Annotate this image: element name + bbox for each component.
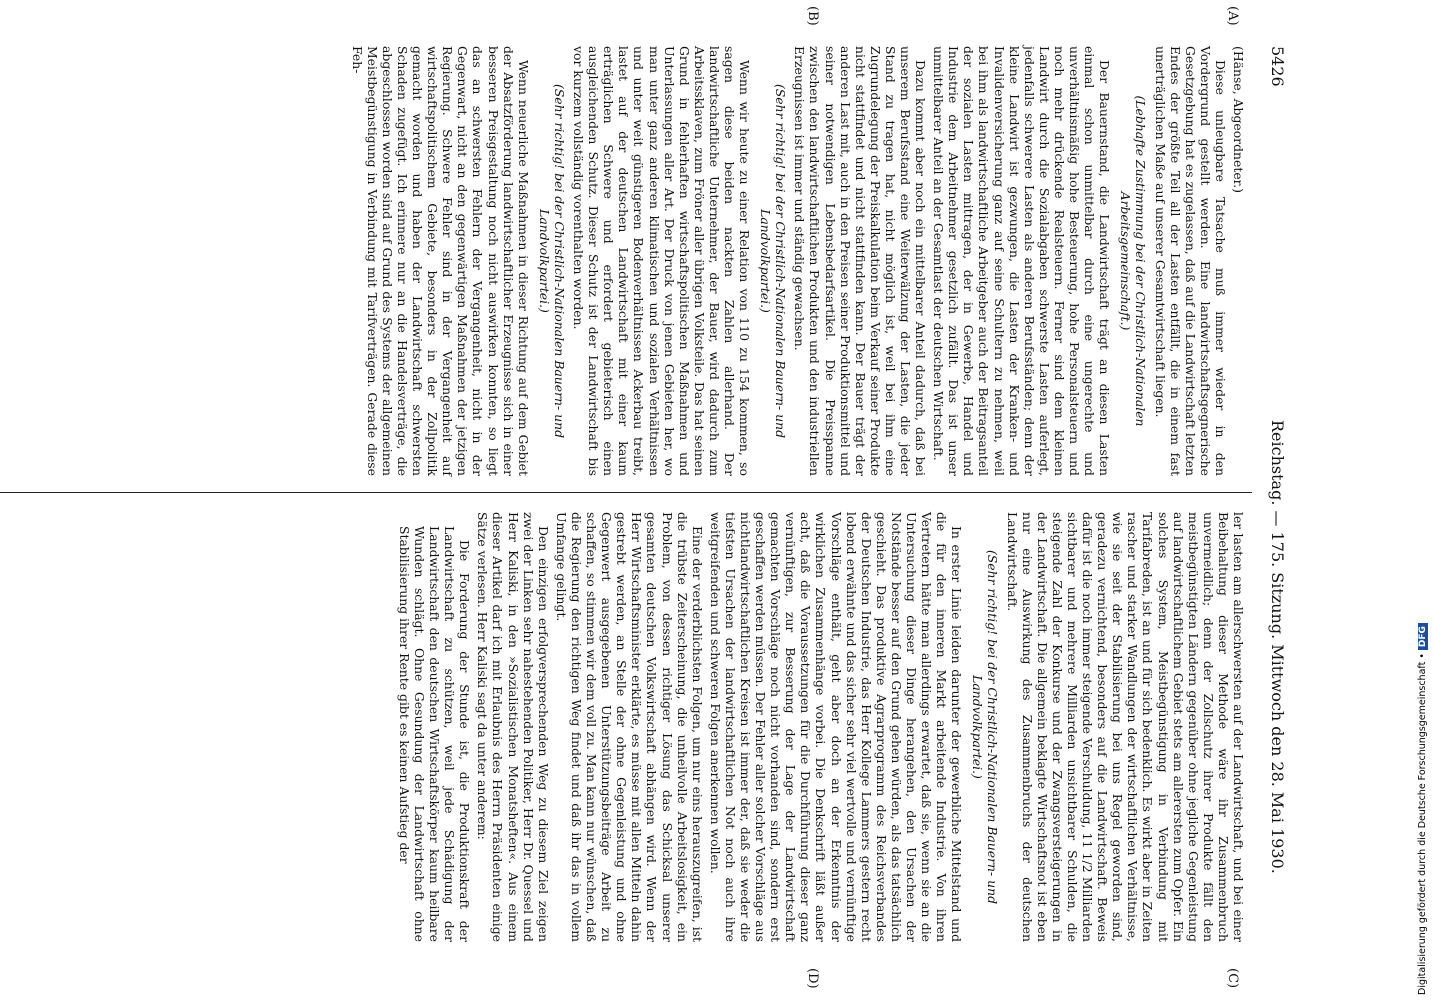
paragraph: In erster Linie leiden darunter der gewerbliche Mittelstand und die für den inneren Markt arbeitende Industrie. Von ihren Vertretern hätte man allerdings erwartet, daß sie, wenn sie an die Untersuchung dieser Dinge herangehen, den Ursachen der Notstände besser auf den Grund gehen würden, als das tatsächlich geschieht. Das produktive Agrarprogramm des Reichsverbandes der Deutschen Industrie, das Herr Kollege Lammers gestern recht lobend erwähnte und das sicher sehr viel wertvolle und vernünftige Vorschläge enthält, geht aber doch an der Erkenntnis der wirklichen Zusammenhänge vorbei. Die Denkschrift läßt außer acht, daß die Voraussetzungen für die Durchführung dieser ganz vernünftigen, zur Besserung der Lage der Landwirtschaft gemachten Vorschläge noch nicht vorhanden sind, sondern erst geschaffen werden müssen. Der Fehler aller solcher Vorschläge aus nichtlandwirtschaftlichen Kreisen ist immer der, daß sie weder die tiefsten Ursachen der landwirtschaftlichen Not noch auch ihre weitgreifenden und schweren Folgen anerkennen wollen. — [707, 512, 965, 942]
rotated-page-content — [0, 6, 1300, 989]
digitization-credit — [1417, 5, 1431, 995]
margin-marker-b: (B) — [805, 6, 820, 26]
margin-marker-a: (A) — [1225, 6, 1240, 26]
paragraph: (Hänse, Abgeordneter.) — [1231, 46, 1246, 193]
running-title: Reichstag. — 175. Sitzung. Mittwoch den 28. Mai 1930. — [1268, 420, 1288, 874]
page-number: 5426 — [1268, 46, 1288, 87]
left-column — [0, 46, 1246, 476]
paragraph: Dazu kommt aber noch ein mittelbarer Anteil dadurch, daß bei unserem Berufsstand eine Weiterwälzung der Lasten, die jeder Stand zu tragen hat, nicht möglich ist, weil bei ihm eine Zugrundelegung der Preiskalkulation beim Verkauf seiner Produkte nicht stattfindet und nicht stattfinden kann. Der Bauer trägt der anderen Last mit, auch in den Preisen seiner Produktionsmittel und seiner notwendigen Lebensbedarfsartikel. Die Preisspanne zwischen den landwirtschaftlichen Produkten und den industriellen Erzeugnissen ist immer und ständig gewachsen. — [792, 46, 929, 476]
running-header — [1256, 40, 1300, 960]
credit-text: Digitalisierung gefördert durch die Deutsche Forschungsgemeinschaft • — [1417, 653, 1428, 995]
column-divider — [0, 492, 1252, 493]
paragraph: Diese unleugbare Tatsache muß immer wieder in den Vordergrund gestellt werden. Eine landwirtschaftsgegnerische Gesetzgebung hat es zugelassen, daß auf die Landwirtschaft letzten Endes der größte Teil all der Lasten entfällt, die in einem fast unerträglichen Maße auf unserer Gesamtwirtschaft liegen. — [1152, 46, 1228, 476]
paragraph: Der Bauernstand, die Landwirtschaft trägt an diesen Lasten einmal schon unmittelbar durch eine ungerechte und unverhältnismäßig hohe Besteuerung, hohe Personalsteuern und noch mehr drückende Realsteuern. Ferner sind dem kleinen Landwirt durch die Sozialabgaben schwerste Lasten auferlegt, jedenfalls schwerere Lasten als anderen Berufsständen; denn der kleine Landwirt ist gezwungen, die Lasten der Kranken- und Invalidenversicherung ganz auf seine Schultern zu nehmen, weil bei ihm als landwirtschaftliche Arbeitgeber auch der Beitragsanteil der sozialen Lasten mittragen, der in Gewerbe, Handel und Industrie dem Arbeitnehmer gesetzlich zufällt. Das ist unser unmittelbarer Anteil an der Gesamtlast der deutschen Wirtschaft. — [931, 46, 1113, 476]
dfg-logo: DFG — [1418, 623, 1428, 650]
paragraph: Wenn wir heute zu einer Relation von 110 zu 154 kommen, so sagen diese beiden nackten Zahlen allerhand. Der landwirtschaftliche Unternehmer, der Bauer, wird dadurch zum Arbeitssklaven, zum Fröner aller übrigen Volksteile. Das hat seinen Grund in fehlerhaften wirtschaftspolitischen Maßnahmen und Unterlassungen aller Art. Der Druck von jenen Gebieten her, wo man unter ganz anderen klimatischen und sozialen Verhältnissen und unter weit günstigeren Bodenverhältnissen Ackerbau treibt, lastet auf der deutschen Landwirtschaft mit einer kaum erträglichen Schwere und erfordert gebieterisch einen ausgleichenden Schutz. Dieser Schutz ist der Landwirtschaft bis vor kurzem vollständig vorenthalten worden. — [571, 46, 753, 476]
interjection: (Lebhafte Zustimmung bei der Christlich-Nationalen Arbeitsgemeinschaft.) — [1118, 95, 1149, 427]
interjection: (Sehr richtig! bei der Christlich-Nationalen Bauern- und Landvolkpartei.) — [970, 549, 1001, 905]
margin-marker-c: (C) — [1225, 968, 1240, 989]
paragraph: ler lasten am allerschwersten auf der Landwirtschaft, und bei einer Beibehaltung dieser Methode wäre ihr Zusammenbruch unvermeidlich; denn der Zollschutz ihrer Produkte fällt den meistbegünstigten Ländern gegenüber ohne jegliche Gegenleistung auf landwirtschaftlichem Gebiet stets am allerersten zum Opfer. Ein solches System, Meistbegünstigung in Verbindung mit Tarifabreden, ist an und für sich bedenklich. Es wirkt aber in Zeiten rascher und starker Wandlungen der wirtschaftlichen Verhältnisse, wie sie seit der Stabilisierung bei uns Regel geworden sind, geradezu vernichtend, besonders auf die Landwirtschaft. Beweis dafür ist die noch immer steigende Verschuldung, 11 1/2 Milliarden sichtbarer und mehrere Milliarden unsichtbarer Schulden, die steigende Zahl der Konkurse und der Zwangsversteigerungen in der Landwirtschaft. Die allgemein beklagte Wirtschaftsnot ist eben nur eine Auswirkung des Zusammenbruchs der deutschen Landwirtschaft. — [1004, 512, 1246, 942]
margin-marker-d: (D) — [805, 968, 820, 989]
paragraph: Wenn neuerliche Maßnahmen in dieser Richtung auf dem Gebiet der Absatzförderung landwirtschaftlicher Erzeugnisse sich in einer besseren Preisgestaltung noch nicht auswirken konnten, so liegt das an schwersten Fehlern der Vergangenheit, nicht in der Gegenwart, nicht an den gegenwärtigen Maßnahmen der jetzigen Regierung. Schwere Fehler sind in der Vergangenheit auf wirtschaftspolitischem Gebiete, besonders in der Zollpolitik gemacht worden und haben der Landwirtschaft schwersten Schaden zugefügt. Ich erinnere nur an die Handelsverträge, die abgeschlossen worden sind auf Grund des Systems der allgemeinen Meistbegünstigung in Verbindung mit Tarifverträgen. Gerade diese Feh- — [349, 46, 531, 476]
paragraph: Den einzigen erfolgversprechenden Weg zu diesem Ziel zeigen zwei der Linken sehr nahestehenden Politiker, Herr Dr. Quessel und Herr Kaliski, in den »Sozialistischen Monatsheften«. Aus einem dieser Artikel darf ich mit Erlaubnis des Herrn Präsidenten einige Sätze verlesen. Herr Kaliski sagt da unter anderem: — [475, 512, 551, 942]
right-column — [0, 512, 1246, 942]
interjection: (Sehr richtig! bei der Christlich-Nationalen Bauern- und Landvolkpartei.) — [758, 83, 789, 439]
paragraph: Eine der verderblichsten Folgen, um nur eins herauszugreifen, ist die trübste Zeiterscheinung, die unheilvolle Arbeitslosigkeit, ein Problem, von dessen richtiger Lösung das Schicksal unserer gesamten deutschen Volkswirtschaft abhängen wird. Wenn der Herr Wirtschaftsminister erklärte, es müsse mit allen Mitteln dahin gestrebt werden, an Stelle der ohne Gegenleistung und ohne Gegenwert ausgegebenen Unterstützungsbeiträge Arbeit zu schaffen, so stimmen wir dem voll zu. Man kann nur wünschen, daß die Regierung den richtigen Weg findet und daß ihr das in vollem Umfange gelingt. — [553, 512, 705, 942]
interjection: (Sehr richtig! bei der Christlich-Nationalen Bauern- und Landvolkpartei.) — [536, 83, 567, 439]
quotation: Die Forderung der Stunde ist, die Produktionskraft der Landwirtschaft zu schützen, weil jede Schädigung der Landwirtschaft den deutschen Wirtschaftskörper kaum heilbare Wunden schlägt. Ohne Gesundung der Landwirtschaft ohne Stabilisierung ihrer Rente gibt es keinen Aufstieg der — [396, 526, 473, 942]
